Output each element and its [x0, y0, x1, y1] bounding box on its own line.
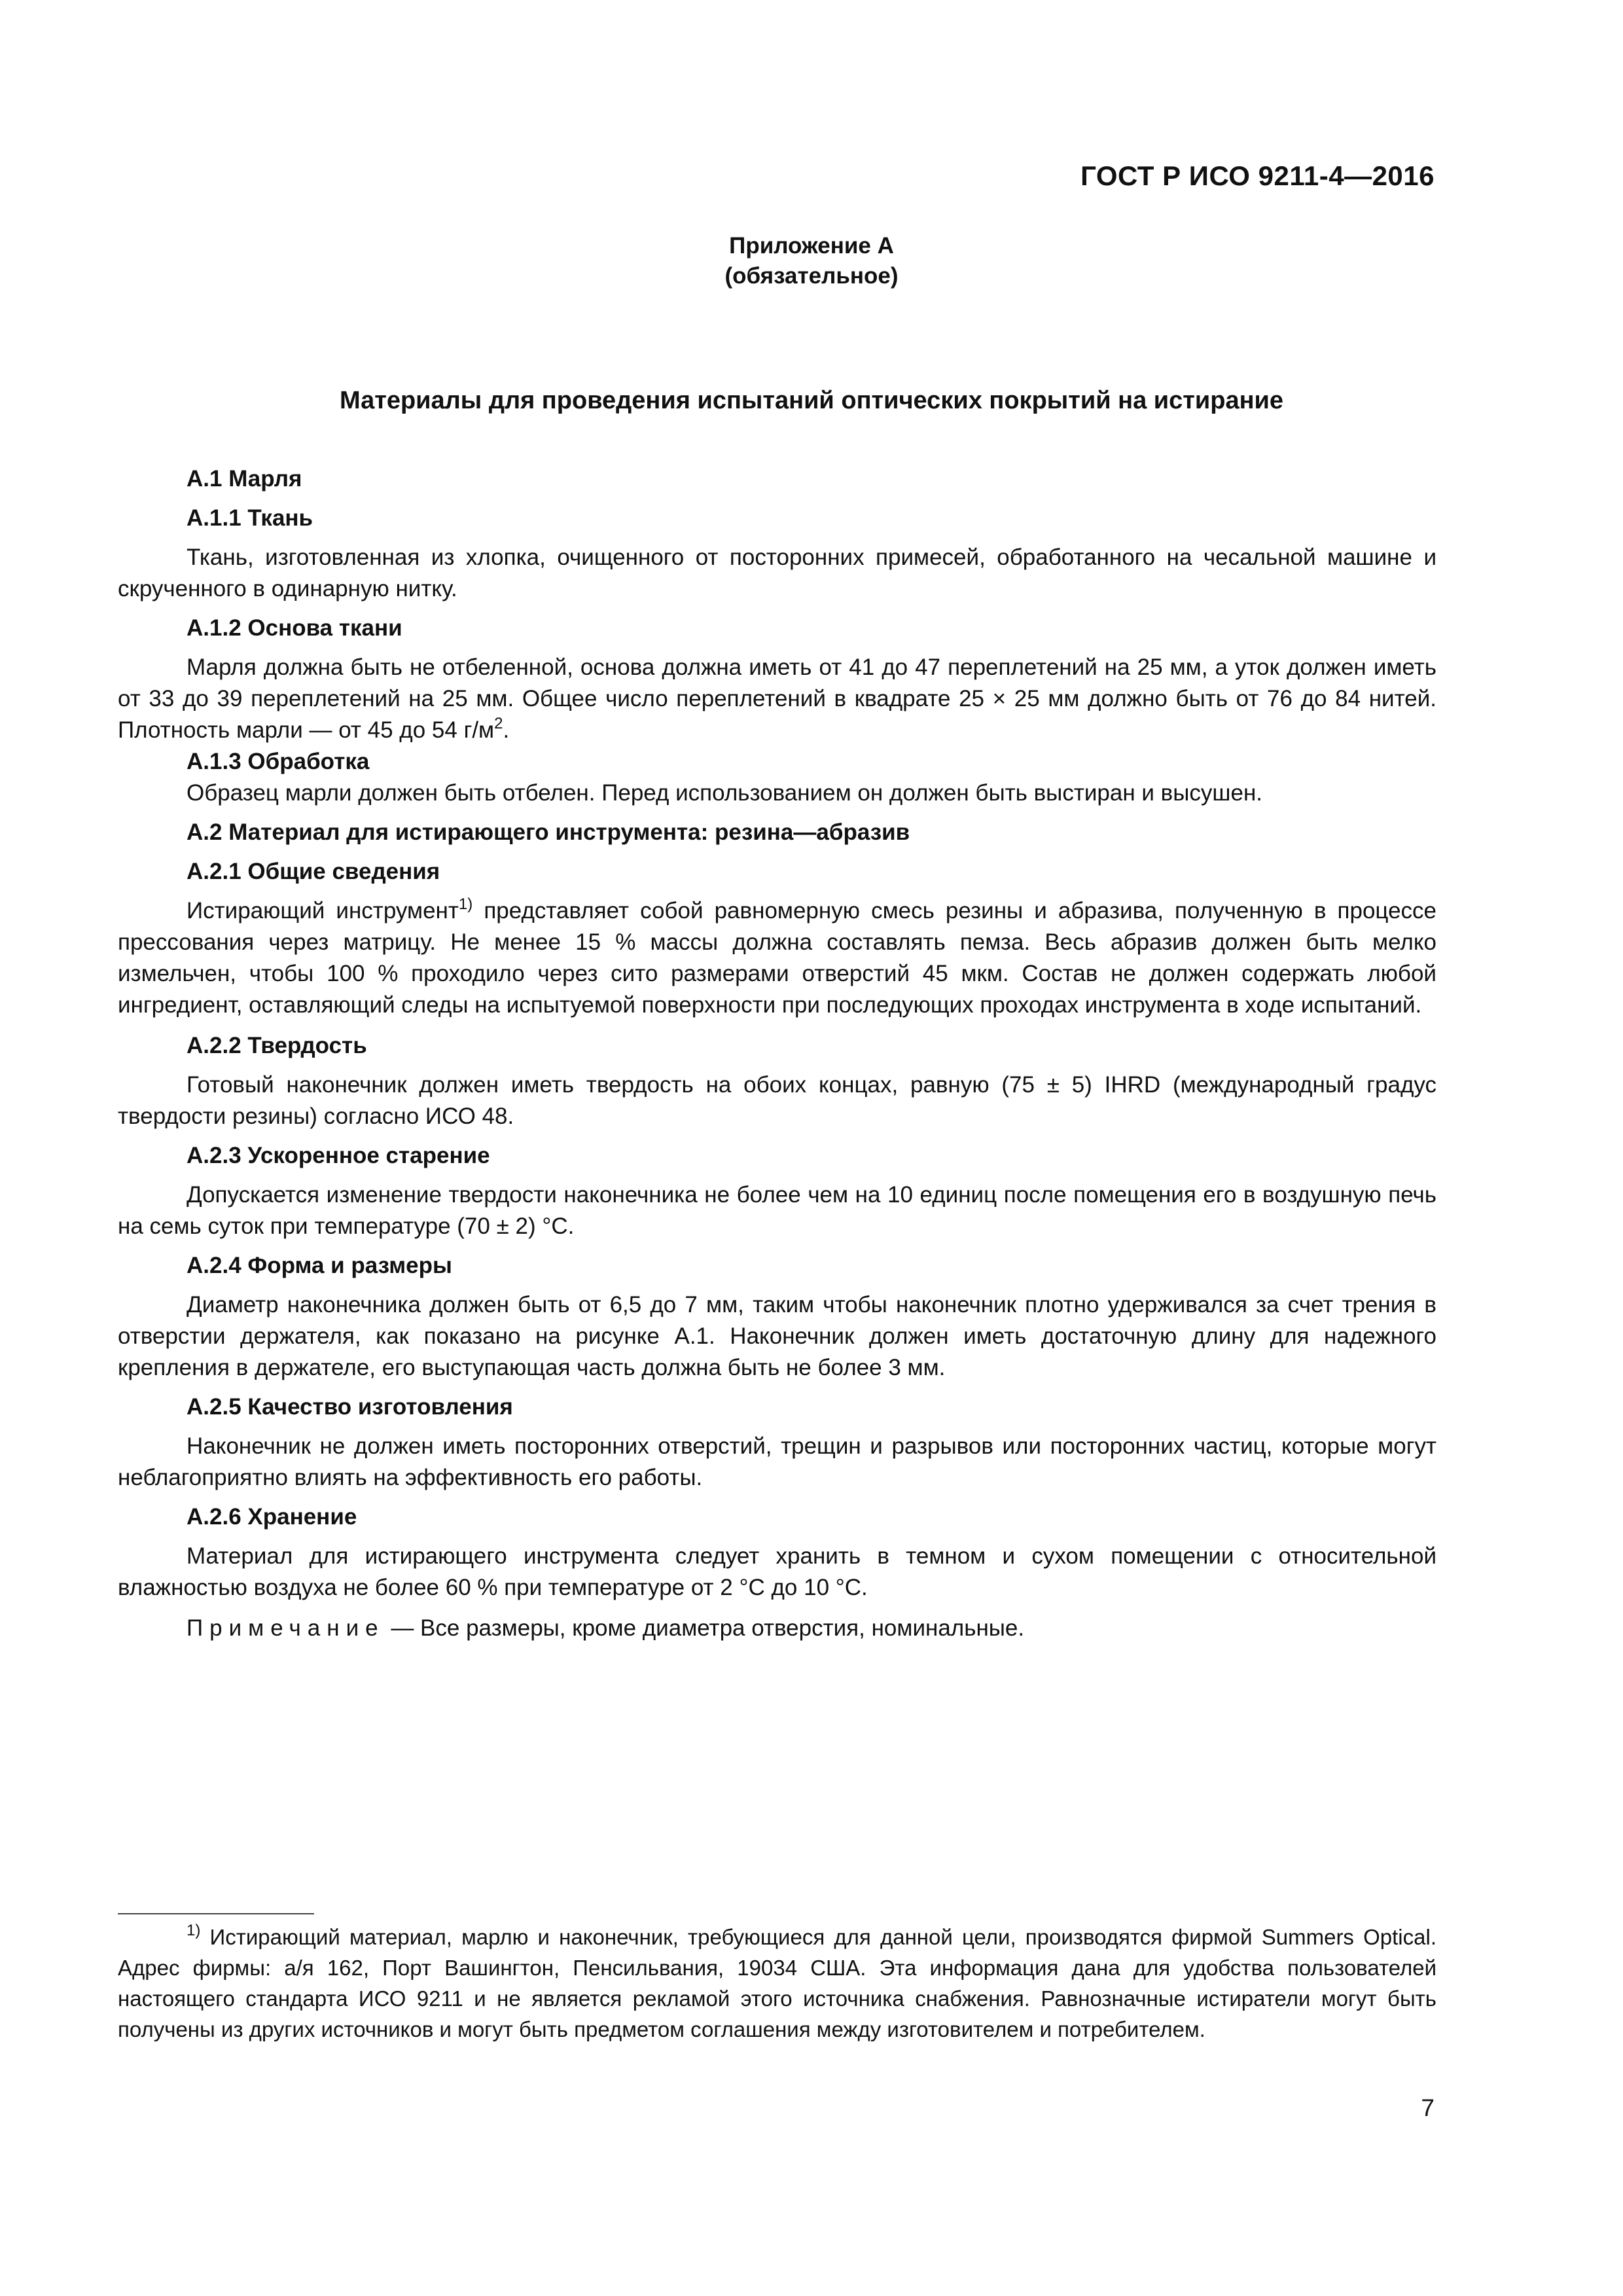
heading-a1: А.1 Марля	[187, 466, 302, 492]
paragraph-a1-2-end: .	[503, 717, 510, 743]
paragraph-a2-6: Материал для истирающего инструмента следует хранить в темном и сухом помещении с относительной влажностью воздуха не более 60 % при температуре от 2 °С до 10 °С.	[118, 1543, 1436, 1600]
paragraph-a1-1: Ткань, изготовленная из хлопка, очищенного от посторонних примесей, обработанного на чесальной машине и скрученного в одинарную нитку.	[118, 545, 1436, 601]
paragraph-a1-2	[118, 652, 1436, 746]
page-title: Материалы для проведения испытаний оптических покрытий на истирание	[339, 387, 1284, 414]
heading-a2-6: А.2.6 Хранение	[187, 1504, 357, 1530]
note-label: Примечание	[187, 1615, 385, 1641]
heading-a2-5: А.2.5 Качество изготовления	[187, 1394, 513, 1420]
paragraph-a2-1	[118, 895, 1436, 1021]
heading-a1-3: А.1.3 Обработка	[187, 749, 370, 774]
footnote	[118, 1922, 1436, 2045]
paragraph-a2-1-start: Истирающий инструмент	[187, 898, 459, 924]
footnote-separator	[118, 1913, 314, 1914]
footnote-marker: 1)	[187, 1922, 201, 1939]
paragraph-a1-2-text: Марля должна быть не отбеленной, основа должна иметь от 41 до 47 переплетений на 25 мм, а уток должен иметь от 33 до 39 переплетений на 25 мм. Общее число переплетений в квадрате 25 × 25 мм должно быть от 76 до 84 нитей. Плотность марли — от 45 до 54 г/м	[118, 655, 1436, 743]
paragraph-a2-4: Диаметр наконечника должен быть от 6,5 до 7 мм, таким чтобы наконечник плотно удерживался за счет трения в отверстии держателя, как показано на рисунке А.1. Наконечник должен иметь достаточную длину для надежного крепления в держателе, его выступающая часть должна быть не более 3 мм.	[118, 1292, 1436, 1380]
paragraph-a2-5: Наконечник не должен иметь посторонних отверстий, трещин и разрывов или посторонних частиц, которые могут неблагоприятно влиять на эффективность его работы.	[118, 1433, 1436, 1490]
footnote-text: Истирающий материал, марлю и наконечник, требующиеся для данной цели, производятся фирмой Summers Optical. Адрес фирмы: а/я 162, Порт Вашингтон, Пенсильвания, 19034 США. Эта информация дана для удобства пользователей настоящего стандарта ИСО 9211 и не является рекламой этого источника снабжения. Равнозначные истиратели могут быть получены из других источников и могут быть предметом соглашения между изготовителем и потребителем.	[118, 1925, 1436, 2041]
paragraph-a2-3: Допускается изменение твердости наконечника не более чем на 10 единиц после помещения его в воздушную печь на семь суток при температуре (70 ± 2) °С.	[118, 1182, 1436, 1239]
superscript-square: 2	[494, 715, 503, 732]
heading-a2-1: А.2.1 Общие сведения	[187, 859, 440, 884]
document-body	[118, 463, 1436, 1644]
appendix-status: (обязательное)	[724, 263, 899, 289]
paragraph-a2-1-rest: представляет собой равномерную смесь резины и абразива, полученную в процессе прессования через матрицу. Не менее 15 % массы должна составлять пемза. Весь абразив должен быть мелко измельчен, чтобы 100 % проходило через сито размерами отверстий 45 мкм. Состав не должен содержать любой ингредиент, оставляющий следы на испытуемой поверхности при последующих проходах инструмента в ходе испытаний.	[118, 898, 1436, 1018]
document-code: ГОСТ Р ИСО 9211-4—2016	[1080, 160, 1435, 191]
appendix-label: Приложение А	[729, 233, 894, 259]
paragraph-a1-3: Образец марли должен быть отбелен. Перед использованием он должен быть выстиран и высушен.	[187, 780, 1263, 806]
footnote-reference: 1)	[458, 895, 473, 913]
note	[118, 1613, 1436, 1644]
heading-a1-1: А.1.1 Ткань	[187, 505, 313, 531]
heading-a2-4: А.2.4 Форма и размеры	[187, 1253, 452, 1278]
heading-a2-3: А.2.3 Ускоренное старение	[187, 1143, 490, 1168]
paragraph-a2-2: Готовый наконечник должен иметь твердость на обоих концах, равную (75 ± 5) IHRD (международный градус твердости резины) согласно ИСО 48.	[118, 1072, 1436, 1129]
heading-a1-2: А.1.2 Основа ткани	[187, 615, 402, 641]
note-text: — Все размеры, кроме диаметра отверстия, номинальные.	[384, 1615, 1025, 1641]
heading-a2: А.2 Материал для истирающего инструмента: резина—абразив	[187, 819, 910, 845]
page-number: 7	[1421, 2094, 1435, 2121]
heading-a2-2: А.2.2 Твердость	[187, 1033, 367, 1058]
